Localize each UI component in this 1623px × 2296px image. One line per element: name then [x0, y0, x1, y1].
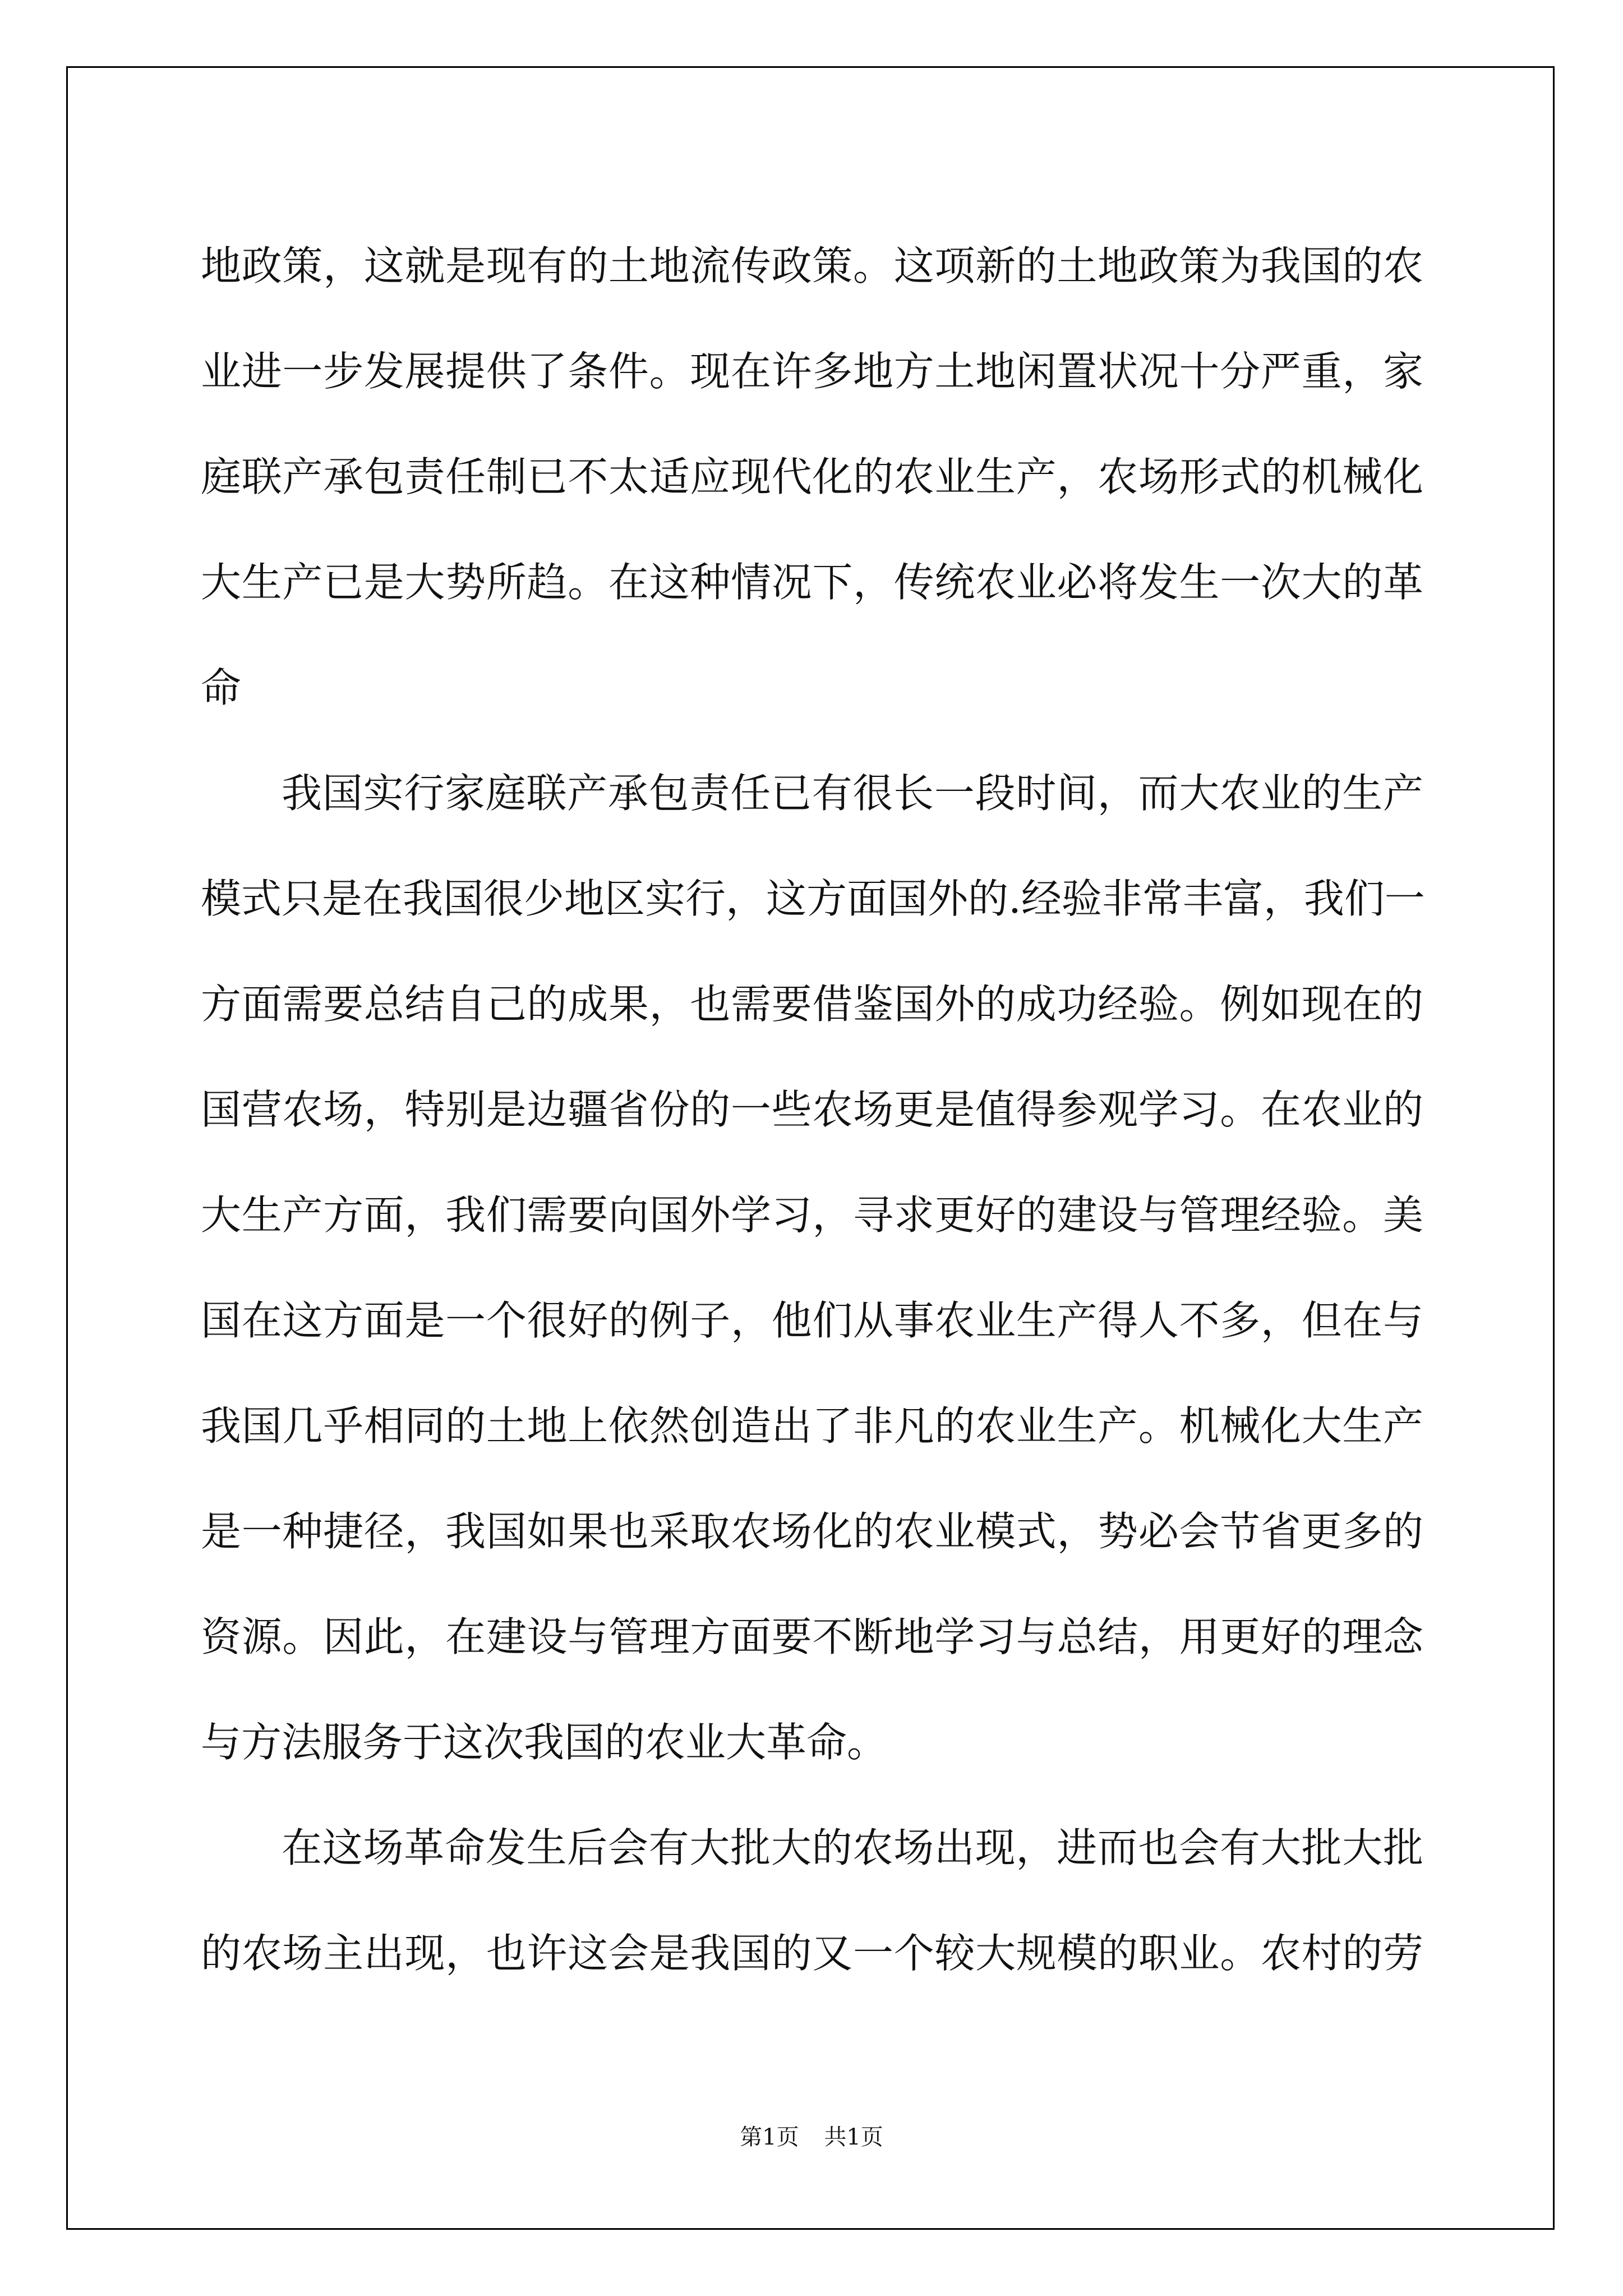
paragraph	[201, 740, 1423, 1795]
text-line: 地政策，这就是现有的土地流传政策。这项新的土地政策为我国的农	[201, 242, 1423, 289]
text-line: 国在这方面是一个很好的例子，他们从事农业生产得人不多，但在与	[201, 1297, 1423, 1344]
text-line: 庭联产承包责任制已不太适应现代化的农业生产，农场形式的机械化	[201, 453, 1423, 500]
text-line: 大生产方面，我们需要向国外学习，寻求更好的建设与管理经验。美	[201, 1191, 1423, 1239]
text-line: 方面需要总结自己的成果，也需要借鉴国外的成功经验。例如现在的	[201, 981, 1423, 1028]
paragraph	[201, 213, 1423, 740]
page-footer	[0, 2119, 1623, 2151]
paragraph	[201, 1795, 1423, 2006]
page-number: 第1页	[740, 2124, 799, 2150]
text-line: 大生产已是大势所趋。在这种情况下，传统农业必将发生一次大的革	[201, 559, 1423, 606]
text-line: 是一种捷径，我国如果也采取农场化的农业模式，势必会节省更多的	[201, 1508, 1423, 1555]
text-line: 与方法服务于这次我国的农业大革命。	[201, 1719, 888, 1766]
text-line: 命	[201, 664, 242, 711]
document-body	[201, 213, 1423, 2006]
text-line: 我国几乎相同的土地上依然创造出了非凡的农业生产。机械化大生产	[201, 1402, 1423, 1450]
text-line: 在这场革命发生后会有大批大的农场出现，进而也会有大批大批	[282, 1824, 1423, 1871]
page-total: 共1页	[824, 2124, 883, 2150]
text-line: 业进一步发展提供了条件。现在许多地方土地闲置状况十分严重，家	[201, 348, 1423, 395]
text-line: 的农场主出现，也许这会是我国的又一个较大规模的职业。农村的劳	[201, 1930, 1423, 1977]
text-line: 我国实行家庭联产承包责任已有很长一段时间，而大农业的生产	[282, 770, 1423, 817]
text-line: 资源。因此，在建设与管理方面要不断地学习与总结，用更好的理念	[201, 1613, 1423, 1660]
text-line: 国营农场，特别是边疆省份的一些农场更是值得参观学习。在农业的	[201, 1086, 1423, 1133]
text-line: 模式只是在我国很少地区实行，这方面国外的.经验非常丰富，我们一	[201, 875, 1425, 922]
